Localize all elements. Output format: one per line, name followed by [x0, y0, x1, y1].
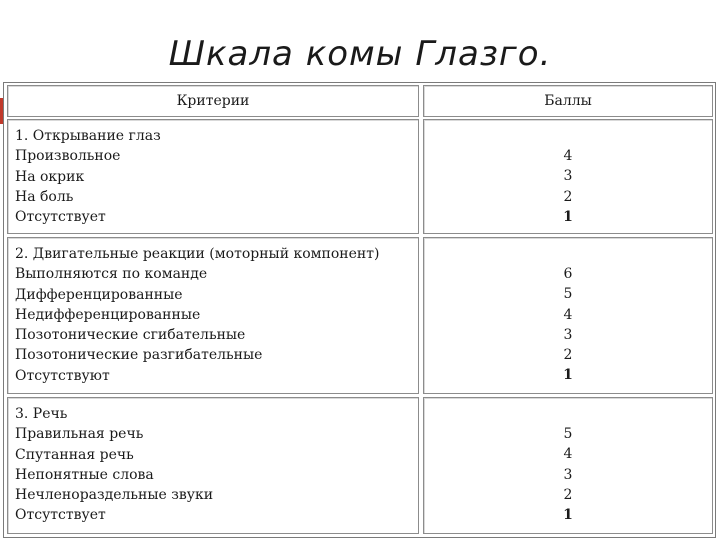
- criterion-label: Нечленораздельные звуки: [15, 487, 214, 504]
- section-speech-criteria: [7, 397, 419, 534]
- section-eyes-scores: [423, 119, 713, 234]
- header-criteria: Критерии: [7, 85, 419, 117]
- criterion-label: Отсутствует: [15, 507, 106, 524]
- criterion-label: Непонятные слова: [15, 466, 154, 483]
- section-eyes-criteria: [7, 119, 419, 234]
- score-value: 4: [563, 446, 573, 463]
- score-value: 2: [563, 188, 573, 205]
- score-value: 1: [563, 507, 573, 524]
- score-value: 1: [563, 367, 573, 384]
- section-motor-criteria: [7, 237, 419, 394]
- criterion-label: Недифференцированные: [15, 306, 201, 323]
- score-value: 5: [563, 286, 573, 303]
- score-value: 3: [563, 168, 573, 185]
- criterion-label: Выполняются по команде: [15, 266, 208, 283]
- section-heading: 2. Двигательные реакции (моторный компонент): [15, 246, 380, 262]
- criterion-label: На окрик: [15, 168, 85, 185]
- criterion-label: Спутанная речь: [15, 446, 134, 463]
- criterion-label: Произвольное: [15, 148, 121, 165]
- score-value: 2: [563, 347, 573, 364]
- score-value: 3: [563, 326, 573, 343]
- slide-title: Шкала комы Глазго.: [168, 34, 552, 74]
- score-value: 6: [563, 266, 573, 282]
- criterion-label: Отсутствуют: [15, 367, 110, 384]
- score-value: 3: [563, 466, 573, 483]
- criterion-label: Правильная речь: [15, 426, 144, 443]
- criterion-label: На боль: [15, 188, 74, 205]
- header-score: Баллы: [423, 85, 713, 117]
- score-value: 1: [563, 208, 573, 225]
- criterion-label: Позотонические разгибательные: [15, 347, 263, 364]
- score-value: 4: [563, 306, 573, 323]
- criterion-label: Отсутствует: [15, 209, 106, 226]
- section-motor-scores: [423, 237, 713, 394]
- section-speech-scores: [423, 397, 713, 534]
- score-value: 5: [563, 426, 573, 442]
- section-heading: 1. Открывание глаз: [15, 128, 161, 144]
- score-value: 2: [563, 486, 573, 503]
- criterion-label: Дифференцированные: [15, 286, 183, 303]
- score-value: 4: [563, 148, 573, 164]
- criterion-label: Позотонические сгибательные: [15, 327, 246, 344]
- section-heading: 3. Речь: [15, 406, 68, 422]
